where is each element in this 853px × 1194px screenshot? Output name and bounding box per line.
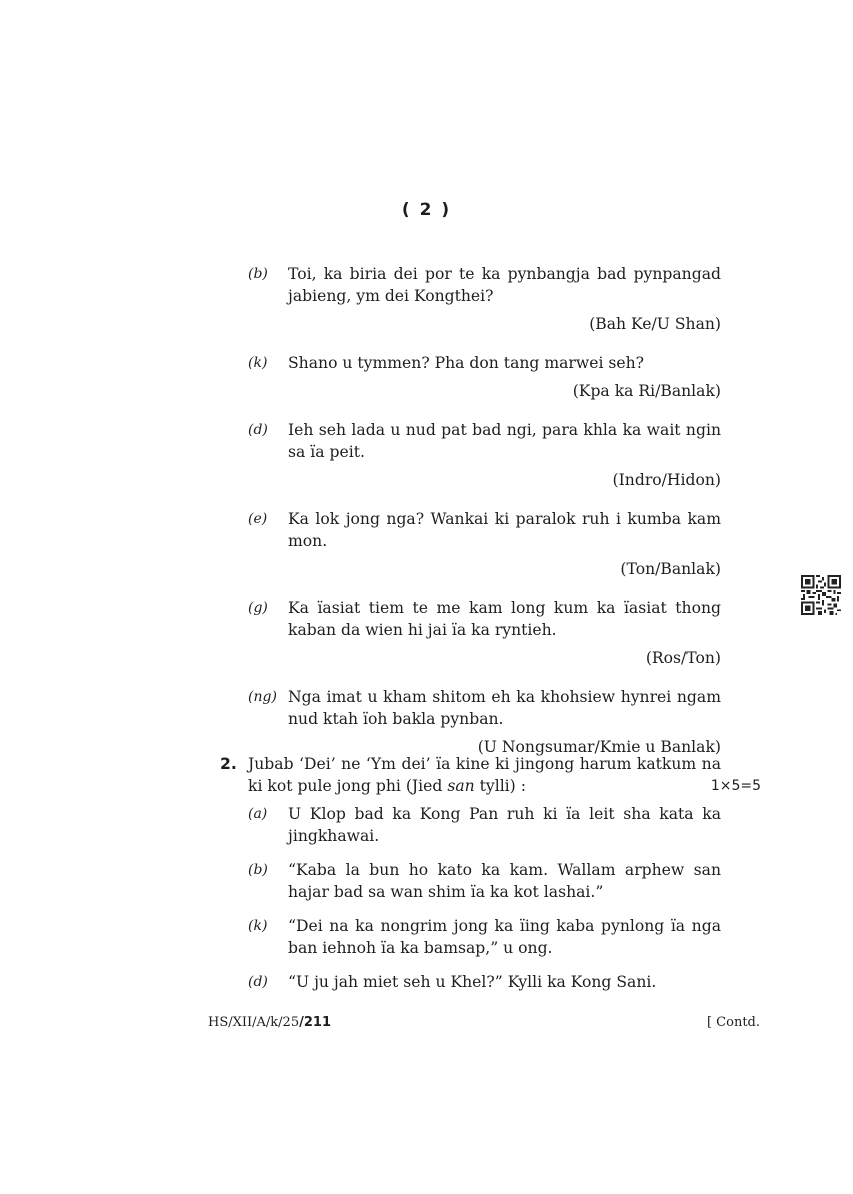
item-text: “Dei na ka nongrim jong ka ïing kaba pynlong ïa nga ban iehnoh ïa ka bamsap,” u ong. <box>288 917 721 957</box>
question-item <box>248 419 721 491</box>
item-text: Toi, ka biria dei por te ka pynbangja bad pynpangad jabieng, ym dei Kongthei? <box>288 265 721 305</box>
item-text: “U ju jah miet seh u Khel?” Kylli ka Kong Sani. <box>288 973 657 991</box>
question-number: 2. <box>220 755 237 773</box>
item-text: Shano u tymmen? Pha don tang marwei seh? <box>288 354 645 372</box>
item-label: (ng) <box>248 689 277 705</box>
item-speakers: (Ton/Banlak) <box>620 560 721 578</box>
question-item <box>248 803 721 847</box>
prompt-text-end: tylli) : <box>474 777 526 795</box>
item-text: Ka lok jong nga? Wankai ki paralok ruh i kumba kam mon. <box>288 510 721 550</box>
item-speakers: (Ros/Ton) <box>645 649 721 667</box>
item-label: (b) <box>248 862 268 878</box>
item-label: (g) <box>248 600 268 616</box>
marks: 1×5=5 <box>710 778 761 794</box>
question-item <box>248 597 721 669</box>
prompt-text: Jubab ‘Dei’ ne ‘Ym dei’ ïa kine ki jingong harum katkum na ki kot pule jong phi (Jied <box>248 755 721 795</box>
item-speakers: (Bah Ke/U Shan) <box>589 315 721 333</box>
item-label: (b) <box>248 266 268 282</box>
question-item <box>248 686 721 758</box>
item-speakers: (Kpa ka Ri/Banlak) <box>572 382 721 400</box>
item-label: (d) <box>248 974 268 990</box>
paper-code <box>208 1015 331 1030</box>
question-item <box>248 971 721 993</box>
item-text: U Klop bad ka Kong Pan ruh ki ïa leit sha kata ka jingkhawai. <box>288 805 721 845</box>
question-item <box>248 915 721 959</box>
question-item <box>248 859 721 903</box>
item-text: Nga imat u kham shitom eh ka khohsiew hynrei ngam nud ktah ïoh bakla pynban. <box>288 688 721 728</box>
question-item <box>248 352 721 402</box>
item-text: Ka ïasiat tiem te me kam long kum ka ïasiat thong kaban da wien hi jai ïa ka ryntieh. <box>288 599 721 639</box>
question-2-list <box>248 803 721 993</box>
item-label: (e) <box>248 511 268 527</box>
prompt-italic: san <box>447 777 475 795</box>
item-text: “Kaba la bun ho kato ka kam. Wallam arphew san hajar bad sa wan shim ïa ka kot lashai.” <box>288 861 721 901</box>
question-2 <box>220 753 761 1005</box>
qr-code-icon <box>801 575 841 615</box>
page-number: ( 2 ) <box>401 200 452 220</box>
continued-note: [ Contd. <box>706 1015 760 1030</box>
item-label: (k) <box>248 355 268 371</box>
item-text: Ieh seh lada u nud pat bad ngi, para khla ka wait ngin sa ïa peit. <box>288 421 721 461</box>
item-speakers: (U Nongsumar/Kmie u Banlak) <box>477 738 721 756</box>
paper-code-prefix: HS/XII/A/k/25 <box>208 1015 300 1030</box>
question-1-list <box>248 263 721 775</box>
item-label: (a) <box>248 806 268 822</box>
paper-code-number: /211 <box>299 1015 331 1030</box>
question-prompt <box>248 753 721 797</box>
question-item <box>248 263 721 335</box>
item-label: (d) <box>248 422 268 438</box>
item-label: (k) <box>248 918 268 934</box>
question-item <box>248 508 721 580</box>
item-speakers: (Indro/Hidon) <box>612 471 721 489</box>
